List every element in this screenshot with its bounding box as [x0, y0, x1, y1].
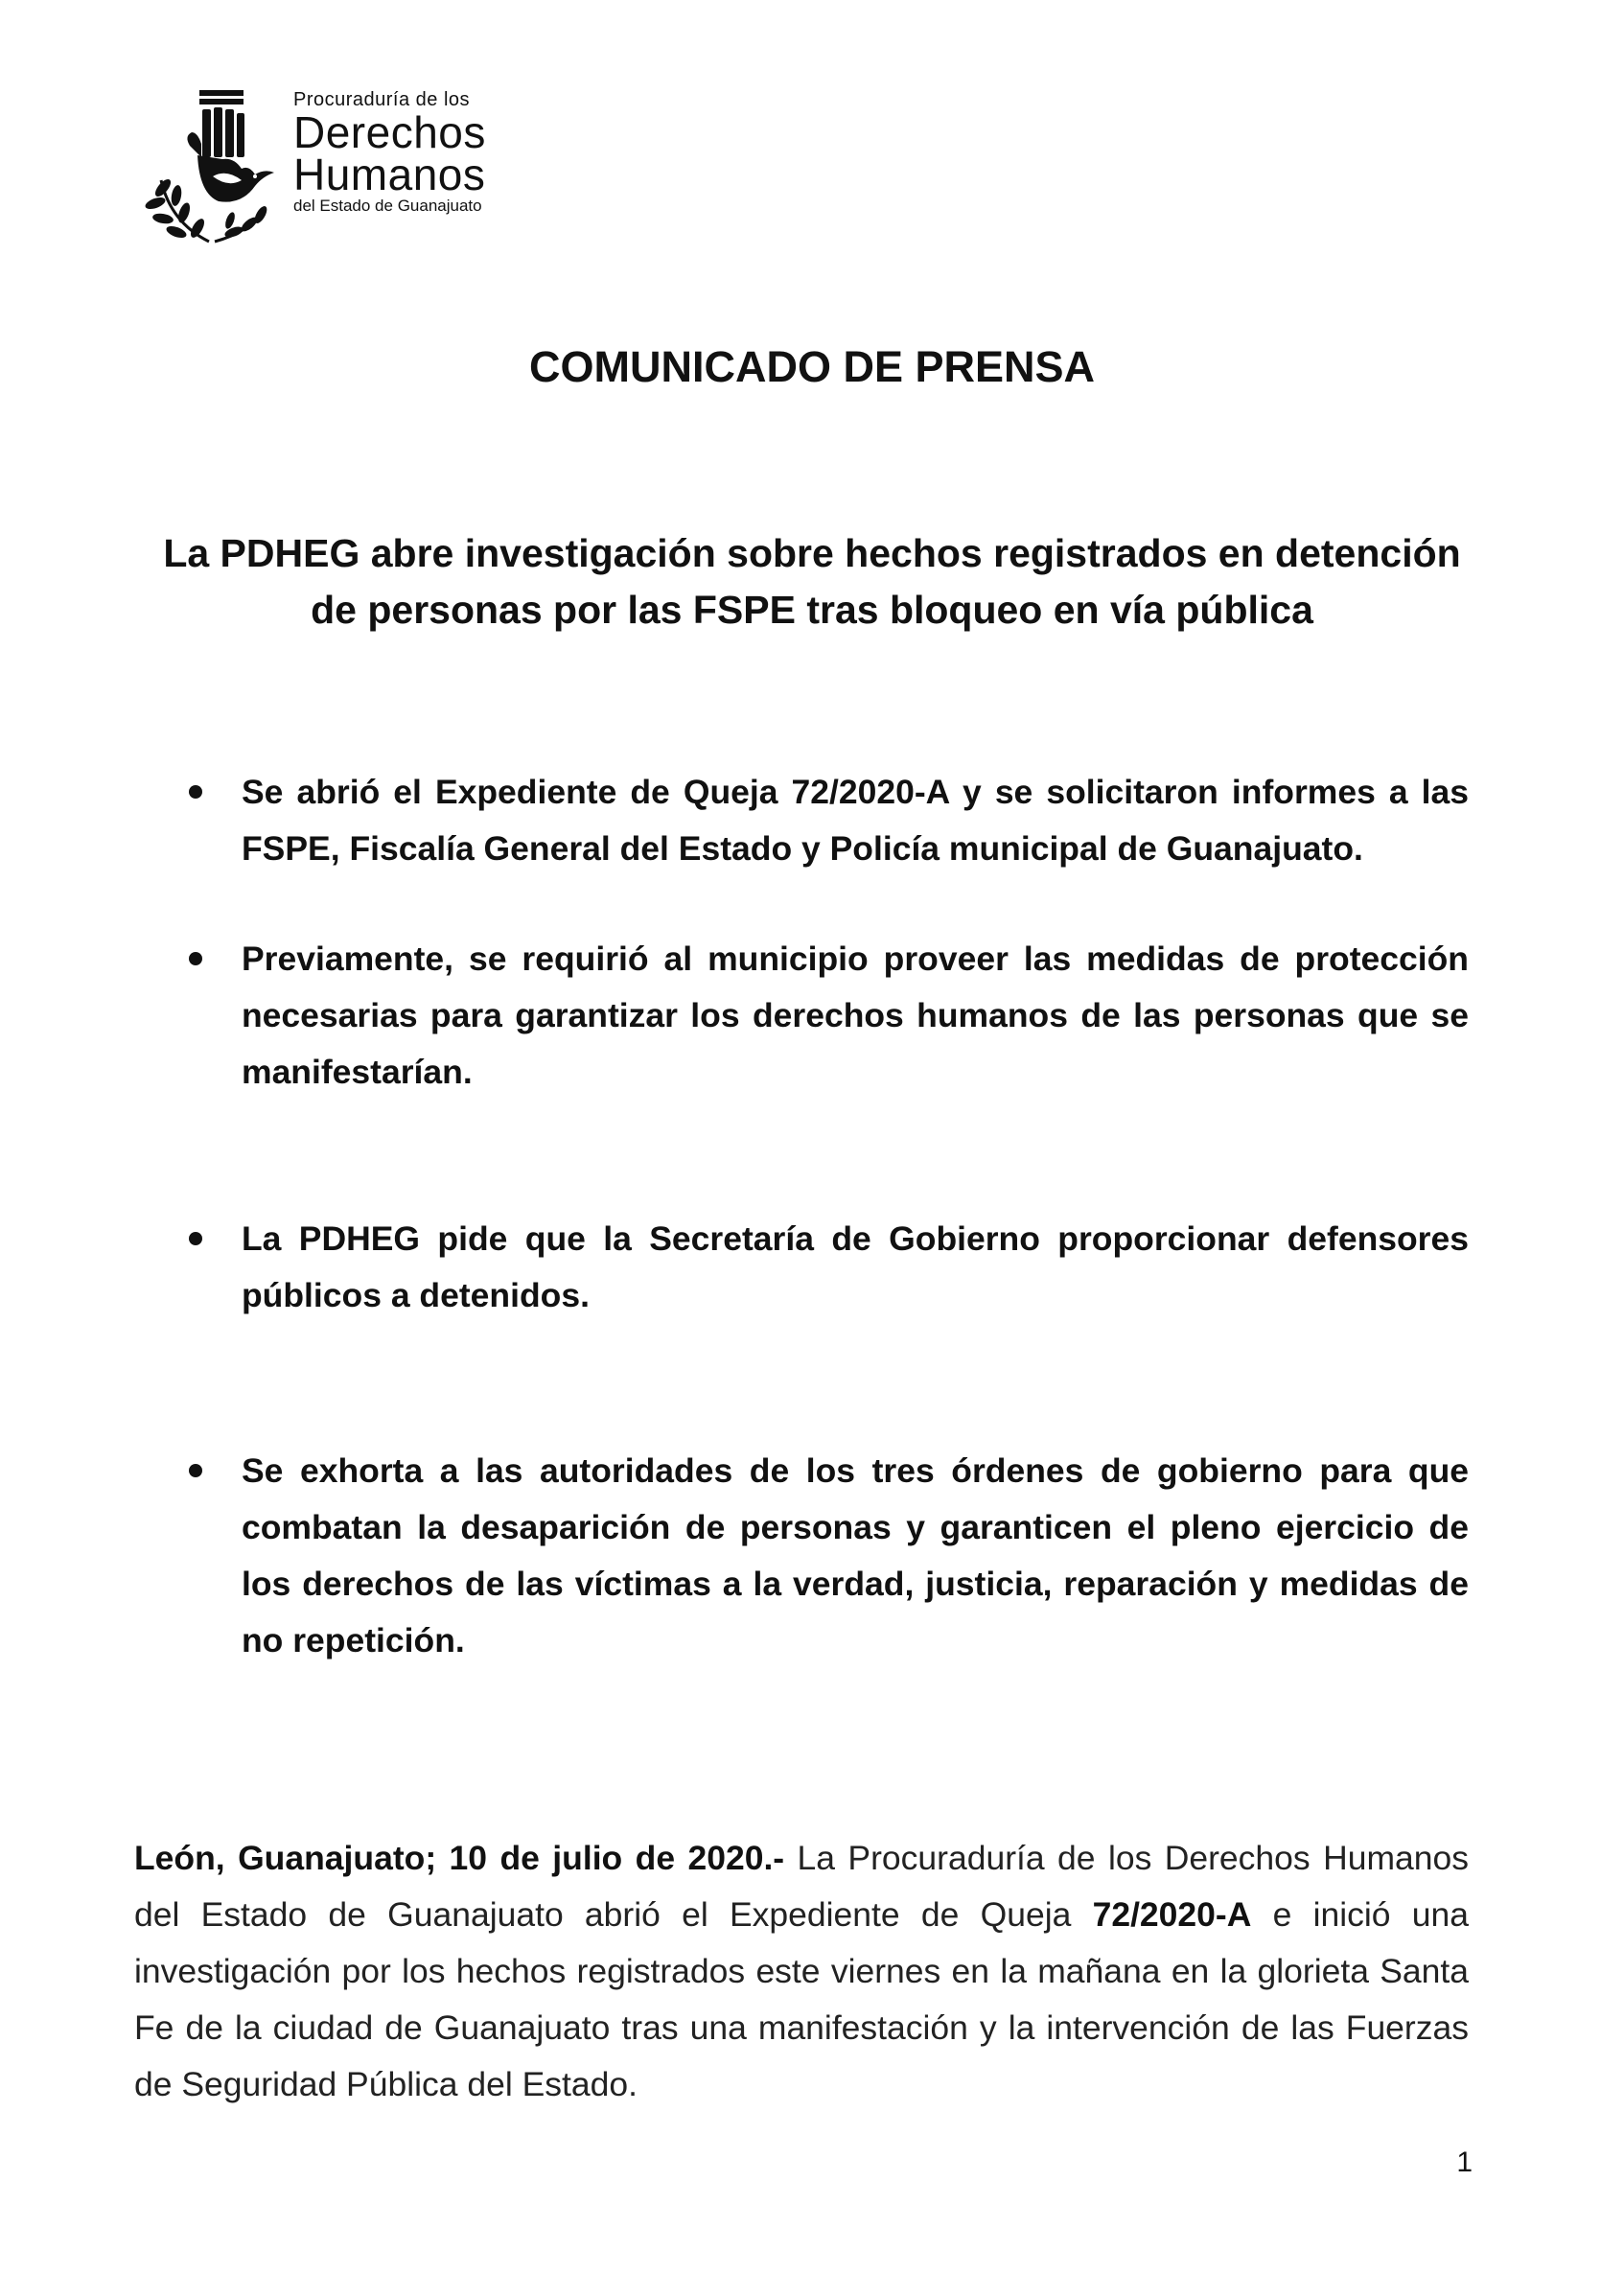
bullet-icon: [189, 785, 202, 799]
press-release-headline: La PDHEG abre investigación sobre hechos registrados en detención de personas por las FSPE tras bloqueo en vía pública: [163, 531, 1461, 632]
bullet-icon: [189, 1232, 202, 1245]
bullet-text: Previamente, se requirió al municipio proveer las medidas de protección necesarias para garantizar los derechos humanos de las personas que se manifestarían.: [242, 940, 1469, 1091]
bullet-text: La PDHEG pide que la Secretaría de Gobierno proporcionar defensores públicos a detenidos.: [242, 1219, 1469, 1314]
logo-line-1: Procuraduría de los: [293, 89, 471, 110]
list-item: [242, 1443, 1469, 1669]
logo-wordmark: [293, 88, 514, 217]
bullet-icon: [189, 952, 202, 965]
logo-line-4: del Estado de Guanajuato: [293, 197, 482, 215]
bullet-icon: [189, 1464, 202, 1477]
hand-dove-laurel-icon: [142, 88, 286, 249]
list-item: [242, 931, 1469, 1101]
list-item: [242, 764, 1469, 877]
logo-line-3: Humanos: [293, 150, 486, 199]
body-paragraph: [134, 1830, 1469, 2113]
logo-line-2: Derechos: [293, 107, 486, 157]
body-text-2: e inició una investigación por los hechos registrados este viernes en la mañana en la glorieta Santa Fe de la ciudad de Guanajuato tras una manifestación y la intervención de las Fuerzas de Seguridad Pública del Estado.: [134, 1894, 1469, 2103]
expediente-number: 72/2020-A: [1092, 1894, 1252, 1934]
press-release-title: COMUNICADO DE PRENSA: [528, 342, 1096, 391]
body-text-1: La Procuraduría de los Derechos Humanos del Estado de Guanajuato abrió el Expediente de Queja: [134, 1838, 1469, 1934]
bullet-text: Se abrió el Expediente de Queja 72/2020-A y se solicitaron informes a las FSPE, Fiscalía General del Estado y Policía municipal de Guanajuato.: [242, 773, 1469, 868]
bullet-text: Se exhorta a las autoridades de los tres órdenes de gobierno para que combatan la desaparición de personas y garanticen el pleno ejercicio de los derechos de las víctimas a la verdad, justicia, reparación y medidas de no repetición.: [242, 1451, 1469, 1659]
list-item: [242, 1211, 1469, 1324]
dateline: León, Guanajuato; 10 de julio de 2020.-: [134, 1838, 785, 1877]
page-number: 1: [1456, 2146, 1473, 2178]
pdheg-logo: [142, 88, 506, 249]
